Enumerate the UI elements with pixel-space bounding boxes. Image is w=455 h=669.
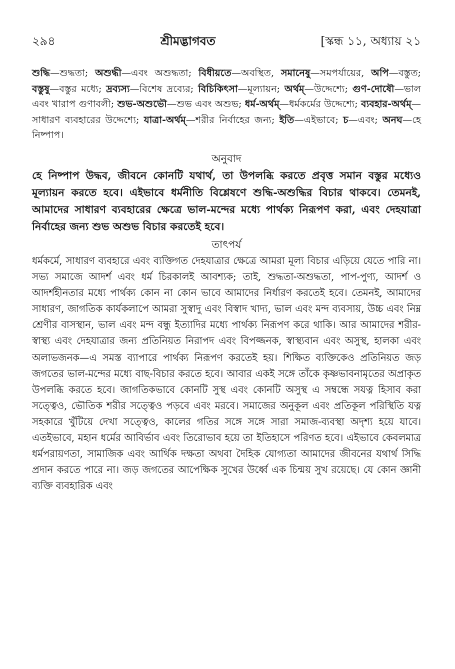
gloss-word: চ [343,114,349,126]
gloss-word: ব্যবহার-অর্থম্ [361,99,412,111]
running-header [32,34,421,48]
translation-text: হে নিষ্পাপ উদ্ধব, জীবনে কোনটি যথার্থ, তা উপলব্ধি করতে প্রবৃত্ত সমান বস্তুর মধ্যেও মূল্যায়ন করতে হবে। এইভাবে ধর্মনীতি বিশ্লেষণে শুদ্ধি-অশুদ্ধির বিচার থাকবে। তেমনই, আমাদের সাধারণ ব্যবহারের ক্ষেত্রে ভাল-মন্দের মধ্যে পার্থক্য নিরূপণ করা, এবং দেহযাত্রা নির্বাহের জন্য শুভ অশুভ বিচার করতেই হবে। [32,169,421,233]
gloss-meaning: —ধর্মকর্মের উদ্দেশ্যে; [279,99,361,111]
gloss-meaning: —সমপর্যায়ের, [310,68,372,79]
gloss-word: অনঘ [382,114,403,126]
gloss-word: শুদ্ধি [32,68,51,79]
gloss-meaning: —শুভ এবং অশুভ; [166,99,245,111]
gloss-meaning: —সাধারণ ব্যবহারের উদ্দেশ্যে; [32,99,421,126]
gloss-meaning: —উদ্দেশ্যে; [304,83,353,95]
gloss-word: ধর্ম-অর্থম্ [244,99,280,111]
translation-heading: অনুবাদ [211,152,242,165]
gloss-word: ইতি [279,114,295,126]
gloss-meaning: —এবং; [348,114,383,126]
gloss-meaning: —এবং অশুদ্ধতা; [121,68,199,79]
gloss-word: সমানেষু [280,68,311,79]
gloss-word: যাত্রা-অর্থম্ [143,114,186,126]
gloss-meaning: —শরীর নির্বাহের জন্য; [185,114,280,126]
page-number: ২৯৪ [32,34,56,48]
gloss-meaning: —শুদ্ধতা; [50,68,96,79]
gloss-word: বিচিকিৎসা [198,83,238,95]
gloss-meaning: —ভাল এবং খারাপ গুণাবলী; [32,83,421,111]
gloss-word: অশুদ্ধী [95,68,122,79]
gloss-meaning: —বিশেষ দ্রব্যের; [129,83,199,95]
gloss-meaning: —অবস্থিত, [231,68,281,79]
book-title: শ্রীমদ্ভাগবত [160,34,216,48]
chapter-reference: [স্কন্ধ ১১, অধ্যায় ২১ [320,34,421,48]
gloss-meaning: —মূল্যায়ন; [237,83,285,95]
purport-heading: তাৎপর্য [211,238,242,251]
gloss-word: শুভ-অশুভৌ [117,99,167,111]
gloss-meaning: —এইভাবে; [294,114,344,126]
purport-text: ধর্মকর্মে, সাধারণ ব্যবহারে এবং ব্যক্তিগত দেহযাত্রার ক্ষেত্রে আমরা মূল্য বিচার এড়িয়ে যেতে পারি না। সভ্য সমাজে আদর্শ এবং ধর্ম চিরকালই আবশ্যক; তাই, শুদ্ধতা-অশুদ্ধতা, পাপ-পুণ্য, আদর্শ ও আদর্শহীনতার মধ্যে পার্থক্য কোন না কোন ভাবে আমাদের নির্ধারণ করতেই হবে। তেমনই, আমাদের সাধারণ, জাগতিক কার্যকলাপে আমরা সুস্বাদু এবং বিস্বাদ খাদ্য, ভাল এবং মন্দ ব্যবসায়, উচ্চ এবং নিম্ন শ্রেণীর বাসস্থান, ভাল এবং মন্দ বন্ধু ইত্যাদির মধ্যে পার্থক্য নিরূপণ করে থাকি। আর আমাদের শরীর-স্বাস্থ্য এবং দেহযাত্রার জন্য প্রতিনিয়ত নিরাপদ এবং বিপজ্জনক, স্বাস্থ্যবান এবং অসুস্থ, হালকা এবং অলাভজনক—এ সমস্ত ব্যাপারে পার্থক্য নিরূপণ করতেই হয়। শিক্ষিত ব্যক্তিকেও প্রতিনিয়ত জড় জগতের ভাল-মন্দের মধ্যে বাছ-বিচার করতে হবে। আবার একই সঙ্গে তাঁকে কৃষ্ণভাবনামৃতের অপ্রাকৃত উপলব্ধি করতে হবে। জাগতিকভাবে কোনটি সুস্থ এবং কোনটি অসুস্থ এ সম্বন্ধে সযত্ন হিসাব করা সত্ত্বেও, ভৌতিক শরীর সত্ত্বেও পড়বে এবং মরবে। সমাজের অনুকূল এবং প্রতিকূল পরিস্থিতি যত্ন সহকারে খুঁটিয়ে দেখা সত্ত্বেও, কালের গতির সঙ্গে সঙ্গে সারা সমাজ-ব্যবস্থা অদৃশ্য হয়ে যাবে। এতইভাবে, মহান ধর্মের আবির্ভাব এবং তিরোভাব হয়ে তা ইতিহাসে পরিণত হবে। এইভাবে কেবলমাত্র ধর্মপরায়ণতা, সামাজিক এবং আর্থিক দক্ষতা অথবা দৈহিক যোগ্যতা আমাদের জীবনের যথার্থ সিদ্ধি প্রদান করতে পারে না। জড় জগতের আপেক্ষিক সুখের উর্ধ্বে এক চিন্ময় সুখ রয়েছে। যে কোন জ্ঞানী ব্যক্তি ব্যবহারিক এবং [32,255,421,493]
word-meanings [32,66,421,144]
gloss-word: বস্তুষু [32,83,50,95]
gloss-word: বিধীয়তে [198,68,232,79]
gloss-word: অপি [371,68,389,79]
gloss-word: দ্রব্যস্য [106,83,130,95]
gloss-word: গুণ-দোষৌ [352,83,395,95]
gloss-word: অর্থম্ [284,83,305,95]
gloss-meaning: —বস্তুর মধ্যে; [49,83,107,95]
gloss-meaning: —হে নিষ্পাপ। [32,114,421,142]
gloss-meaning: —বস্তুত; [388,68,421,79]
